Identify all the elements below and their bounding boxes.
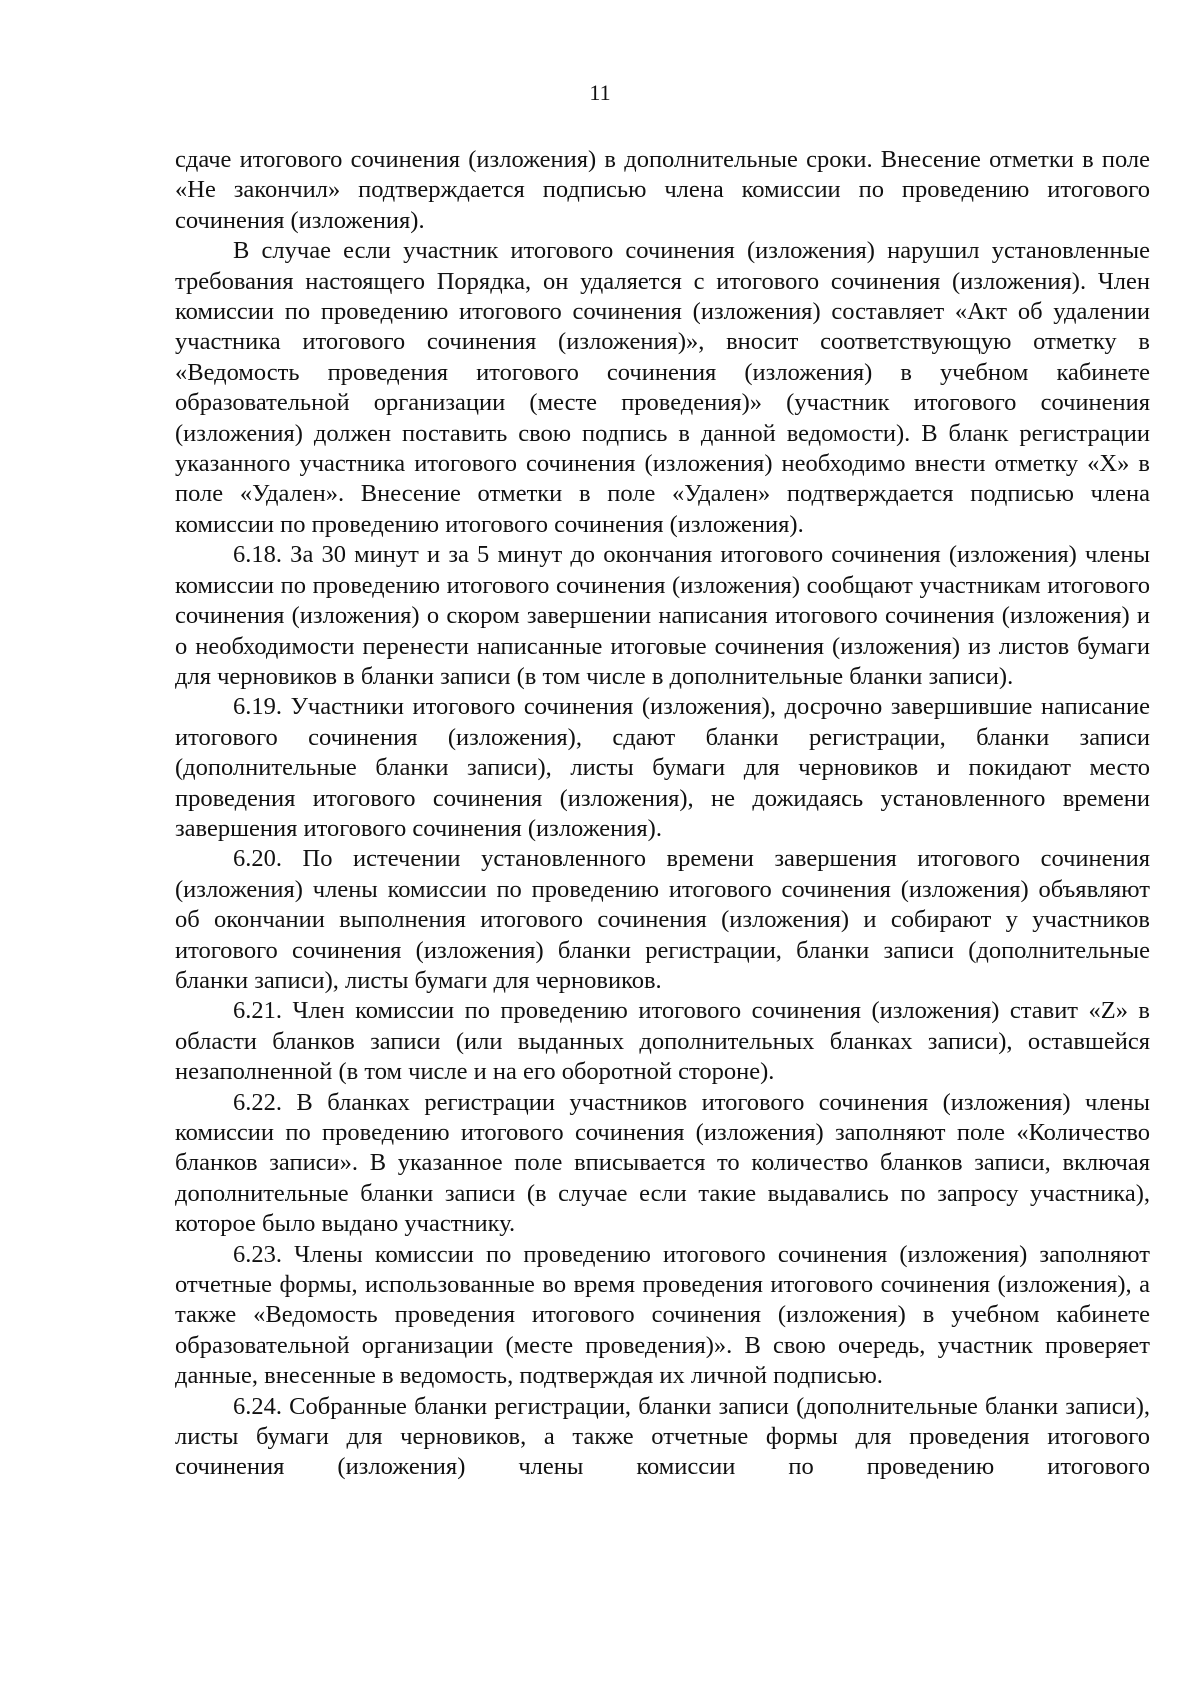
paragraph-6-18: 6.18. За 30 минут и за 5 минут до окончания итогового сочинения (изложения) члены комиссии по проведению итогового сочинения (изложения) сообщают участникам итогового сочинения (изложения) о скором завершении написания итогового сочинения (изложения) и о необходимости перенести написанные итоговые сочинения (изложения) из листов бумаги для черновиков в бланки записи (в том числе в дополнительные бланки записи). xyxy=(175,541,1150,690)
paragraph-6-22: 6.22. В бланках регистрации участников итогового сочинения (изложения) члены комиссии по проведению итогового сочинения (изложения) заполняют поле «Количество бланков записи». В указанное поле вписывается то количество бланков записи, включая дополнительные бланки записи (в случае если такие выдавались по запросу участника), которое было выдано участнику. xyxy=(175,1088,1150,1238)
paragraph-continuation: сдаче итогового сочинения (изложения) в дополнительные сроки. Внесение отметки в поле «Не закончил» подтверждается подписью члена комиссии по проведению итогового сочинения (изложения). xyxy=(175,146,1150,234)
paragraph-6-23: 6.23. Члены комиссии по проведению итогового сочинения (изложения) заполняют отчетные формы, использованные во время проведения итогового сочинения (изложения), а также «Ведомость проведения итогового сочинения (изложения) в учебном кабинете образовательной организации (месте проведения)». В свою очередь, участник проверяет данные, внесенные в ведомость, подтверждая их личной подписью. xyxy=(175,1240,1150,1390)
paragraph-6-21: 6.21. Член комиссии по проведению итогового сочинения (изложения) ставит «Z» в области бланков записи (или выданных дополнительных бланках записи), оставшейся незаполненной (в том числе и на его оборотной стороне). xyxy=(175,997,1150,1086)
paragraph-removal-of-participant: В случае если участник итогового сочинения (изложения) нарушил установленные требования настоящего Порядка, он удаляется с итогового сочинения (изложения). Член комиссии по проведению итогового сочинения (изложения) составляет «Акт об удалении участника итогового сочинения (изложения)», вносит соответствующую отметку в «Ведомость проведения итогового сочинения (изложения) в учебном кабинете образовательной организации (месте проведения)» (участник итогового сочинения (изложения) должен поставить свою подпись в данной ведомости). В бланк регистрации указанного участника итогового сочинения (изложения) необходимо внести отметку «X» в поле «Удален». Внесение отметки в поле «Удален» подтверждается подписью члена комиссии по проведению итогового сочинения (изложения). xyxy=(175,237,1150,538)
paragraph-6-19: 6.19. Участники итогового сочинения (изложения), досрочно завершившие написание итогового сочинения (изложения), сдают бланки регистрации, бланки записи (дополнительные бланки записи), листы бумаги для черновиков и покидают место проведения итогового сочинения (изложения), не дожидаясь установленного времени завершения итогового сочинения (изложения). xyxy=(175,693,1150,842)
paragraph-6-24: 6.24. Собранные бланки регистрации, бланки записи (дополнительные бланки записи), листы бумаги для черновиков, а также отчетные формы для проведения итогового сочинения (изложения) члены комиссии по проведению итогового xyxy=(175,1392,1150,1481)
page-number: 11 xyxy=(589,80,611,105)
paragraph-6-20: 6.20. По истечении установленного времени завершения итогового сочинения (изложения) члены комиссии по проведению итогового сочинения (изложения) объявляют об окончании выполнения итогового сочинения (изложения) и собирают у участников итогового сочинения (изложения) бланки регистрации, бланки записи (дополнительные бланки записи), листы бумаги для черновиков. xyxy=(175,845,1150,994)
document-body xyxy=(175,145,1150,1483)
